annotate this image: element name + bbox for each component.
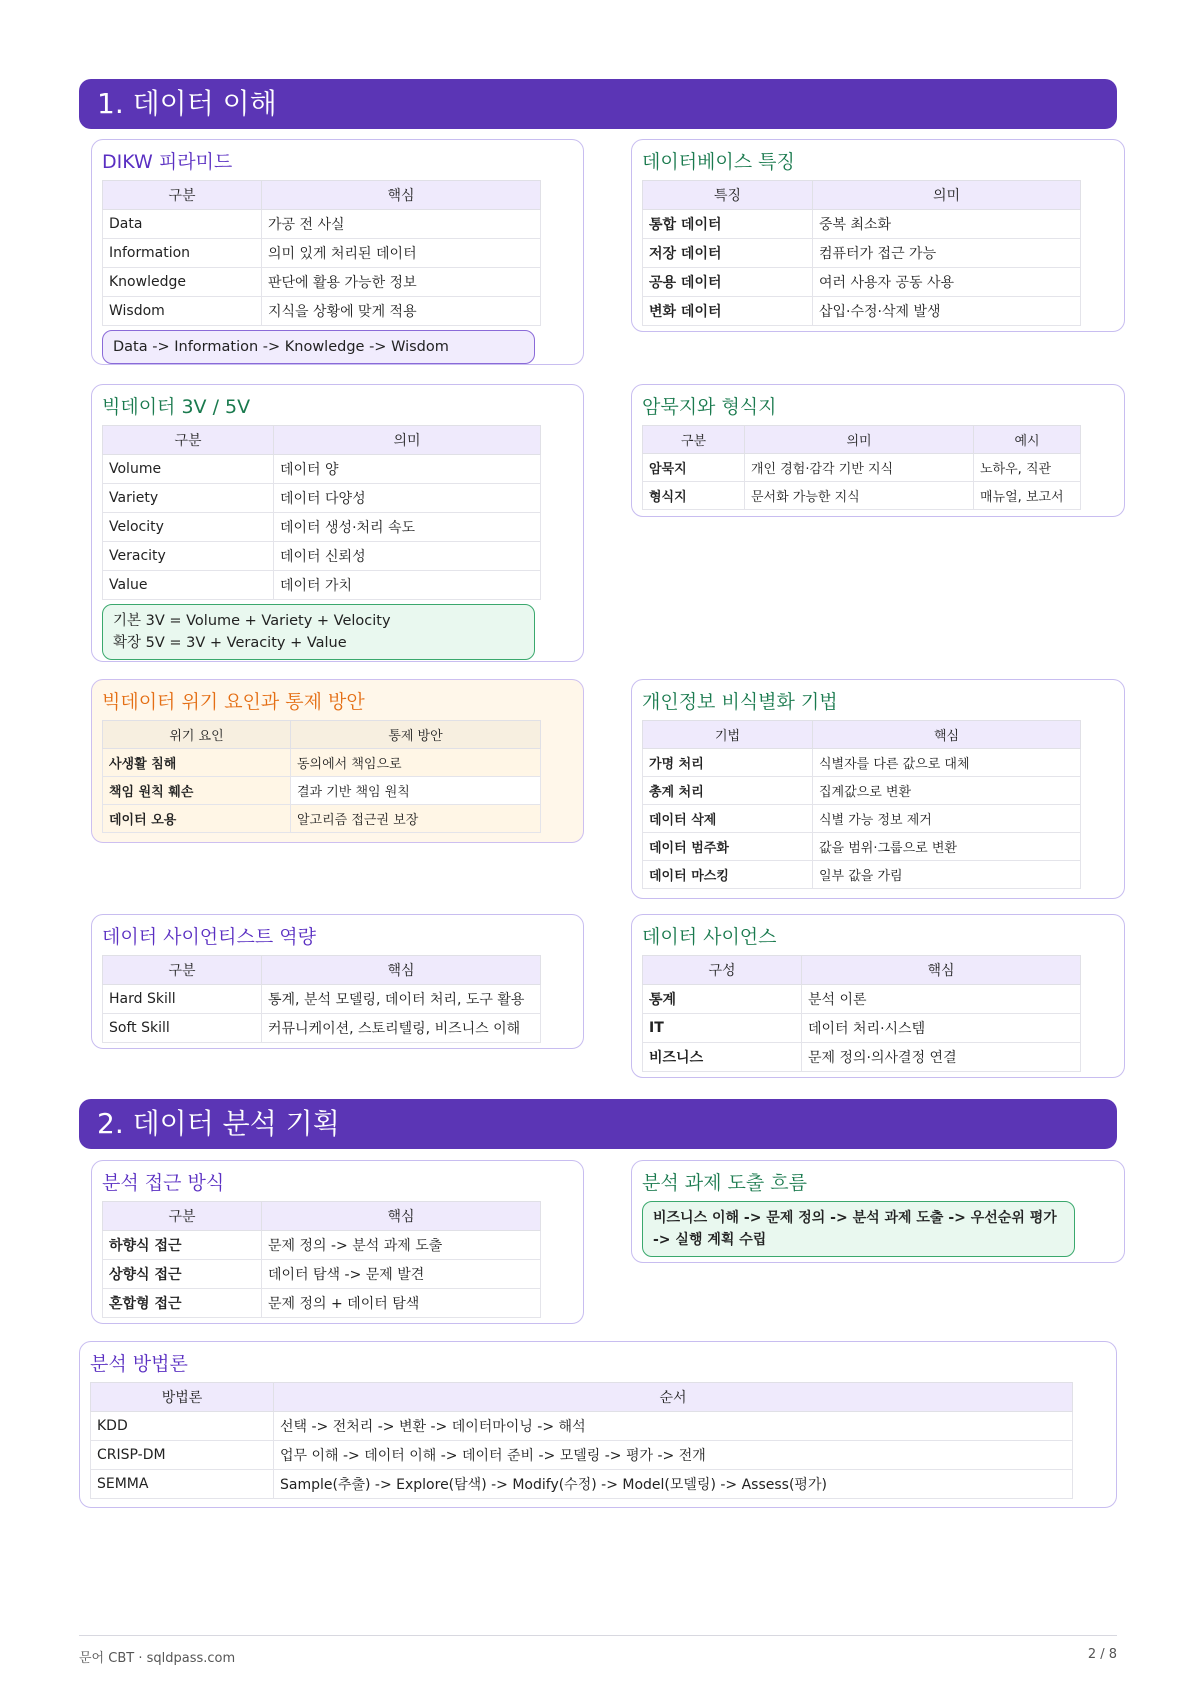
cell: 값을 범위·그룹으로 변환	[813, 833, 1081, 861]
table-row	[103, 1260, 541, 1289]
table-row	[643, 297, 1081, 326]
note-line: 비즈니스 이해 -> 문제 정의 -> 분석 과제 도출 -> 우선순위 평가	[653, 1210, 1057, 1226]
cell: 업무 이해 -> 데이터 이해 -> 데이터 준비 -> 모델링 -> 평가 -> 전개	[274, 1441, 1073, 1470]
table-row	[103, 985, 541, 1014]
cell: Value	[103, 571, 274, 600]
cell: Data	[103, 210, 262, 239]
col-header: 구분	[643, 426, 745, 454]
bigdata-table	[102, 425, 541, 600]
cell: IT	[643, 1014, 802, 1043]
cell: 데이터 오용	[103, 805, 291, 833]
dikw-note: Data -> Information -> Knowledge -> Wisdom	[102, 330, 535, 364]
table-row	[643, 210, 1081, 239]
cell: 지식을 상황에 맞게 적용	[262, 297, 541, 326]
cell: 데이터 다양성	[274, 484, 541, 513]
footer-site: 문어 CBT · sqldpass.com	[79, 1651, 236, 1666]
cell: 일부 값을 가림	[813, 861, 1081, 889]
col-header: 구분	[103, 426, 274, 455]
risk-card	[91, 679, 584, 843]
table-row	[103, 513, 541, 542]
col-header: 핵심	[262, 956, 541, 985]
col-header: 구성	[643, 956, 802, 985]
table-row	[103, 1289, 541, 1318]
table-row	[103, 268, 541, 297]
cell: 암묵지	[643, 454, 745, 482]
cell: 데이터 삭제	[643, 805, 813, 833]
card-title: 분석 과제 도출 흐름	[642, 1172, 807, 1194]
cell: 데이터 처리·시스템	[802, 1014, 1081, 1043]
page-number: 2 / 8	[1087, 1647, 1117, 1662]
cell: 가공 전 사실	[262, 210, 541, 239]
bigdata-card	[91, 384, 584, 662]
privacy-card	[631, 679, 1125, 899]
cell: 알고리즘 접근권 보장	[291, 805, 541, 833]
cell: Variety	[103, 484, 274, 513]
cell: 커뮤니케이션, 스토리텔링, 비즈니스 이해	[262, 1014, 541, 1043]
cell: 문제 정의·의사결정 연결	[802, 1043, 1081, 1072]
science-table	[642, 955, 1081, 1072]
card-title: 암묵지와 형식지	[642, 396, 777, 418]
cell: 데이터 마스킹	[643, 861, 813, 889]
dikw-card	[91, 139, 584, 365]
card-title: 데이터 사이언스	[642, 926, 777, 948]
cell: 하향식 접근	[103, 1231, 262, 1260]
cell: KDD	[91, 1412, 274, 1441]
tacit-card	[631, 384, 1125, 517]
table-row	[103, 239, 541, 268]
col-header: 기법	[643, 721, 813, 749]
cell: 문서화 가능한 지식	[745, 482, 974, 510]
cell: 변화 데이터	[643, 297, 813, 326]
cell: Volume	[103, 455, 274, 484]
cell: 총계 처리	[643, 777, 813, 805]
table-row	[643, 985, 1081, 1014]
cell: 식별자를 다른 값으로 대체	[813, 749, 1081, 777]
cell: 중복 최소화	[813, 210, 1081, 239]
card-title: 빅데이터 위기 요인과 통제 방안	[102, 691, 365, 713]
table-row	[103, 749, 541, 777]
col-header: 예시	[974, 426, 1081, 454]
table-row	[91, 1470, 1073, 1499]
cell: 매뉴얼, 보고서	[974, 482, 1081, 510]
cell: Soft Skill	[103, 1014, 262, 1043]
cell: 선택 -> 전처리 -> 변환 -> 데이터마이닝 -> 해석	[274, 1412, 1073, 1441]
cell: 비즈니스	[643, 1043, 802, 1072]
db-card	[631, 139, 1125, 332]
cell: Knowledge	[103, 268, 262, 297]
cell: 혼합형 접근	[103, 1289, 262, 1318]
table-row	[643, 268, 1081, 297]
note-line: -> 실행 계획 수립	[653, 1232, 767, 1248]
science-card	[631, 914, 1125, 1078]
note-line: 확장 5V = 3V + Veracity + Value	[113, 635, 347, 651]
cell: CRISP-DM	[91, 1441, 274, 1470]
cell: 형식지	[643, 482, 745, 510]
cell: Information	[103, 239, 262, 268]
cell: Hard Skill	[103, 985, 262, 1014]
card-title: 데이터베이스 특징	[642, 151, 795, 173]
col-header: 구분	[103, 181, 262, 210]
bigdata-note	[102, 604, 535, 660]
table-row	[643, 805, 1081, 833]
col-header: 의미	[813, 181, 1081, 210]
cell: 컴퓨터가 접근 가능	[813, 239, 1081, 268]
col-header: 핵심	[813, 721, 1081, 749]
card-title: 분석 방법론	[90, 1353, 188, 1375]
cell: Veracity	[103, 542, 274, 571]
table-row	[103, 571, 541, 600]
cell: 문제 정의 + 데이터 탐색	[262, 1289, 541, 1318]
cell: 개인 경험·감각 기반 지식	[745, 454, 974, 482]
cell: 동의에서 책임으로	[291, 749, 541, 777]
cell: 데이터 범주화	[643, 833, 813, 861]
table-row	[643, 482, 1081, 510]
cell: 판단에 활용 가능한 정보	[262, 268, 541, 297]
cell: 식별 가능 정보 제거	[813, 805, 1081, 833]
table-row	[103, 777, 541, 805]
method-card	[79, 1341, 1117, 1508]
section-2-banner: 2. 데이터 분석 기획	[79, 1099, 1117, 1149]
table-row	[643, 1043, 1081, 1072]
col-header: 핵심	[262, 181, 541, 210]
cell: 데이터 가치	[274, 571, 541, 600]
cell: SEMMA	[91, 1470, 274, 1499]
cell: Sample(추출) -> Explore(탐색) -> Modify(수정) -> Model(모델링) -> Assess(평가)	[274, 1470, 1073, 1499]
col-header: 순서	[274, 1383, 1073, 1412]
col-header: 구분	[103, 956, 262, 985]
col-header: 통제 방안	[291, 721, 541, 749]
card-title: 빅데이터 3V / 5V	[102, 396, 251, 418]
table-row	[103, 1014, 541, 1043]
db-table	[642, 180, 1081, 326]
note-line: 기본 3V = Volume + Variety + Velocity	[113, 613, 391, 629]
cell: 공용 데이터	[643, 268, 813, 297]
flow-note	[642, 1201, 1075, 1257]
cell: 의미 있게 처리된 데이터	[262, 239, 541, 268]
cell: 결과 기반 책임 원칙	[291, 777, 541, 805]
cell: 데이터 생성·처리 속도	[274, 513, 541, 542]
table-row	[103, 542, 541, 571]
table-row	[91, 1412, 1073, 1441]
cell: 데이터 양	[274, 455, 541, 484]
table-row	[643, 861, 1081, 889]
approach-card	[91, 1160, 584, 1324]
flow-card	[631, 1160, 1125, 1263]
col-header: 특징	[643, 181, 813, 210]
table-row	[643, 454, 1081, 482]
cell: Velocity	[103, 513, 274, 542]
table-row	[103, 210, 541, 239]
risk-table	[102, 720, 541, 833]
scientist-table	[102, 955, 541, 1043]
cell: 여러 사용자 공동 사용	[813, 268, 1081, 297]
table-row	[103, 455, 541, 484]
col-header: 위기 요인	[103, 721, 291, 749]
cell: 가명 처리	[643, 749, 813, 777]
table-row	[643, 1014, 1081, 1043]
card-title: 분석 접근 방식	[102, 1172, 225, 1194]
cell: 삽입·수정·삭제 발생	[813, 297, 1081, 326]
cell: 분석 이론	[802, 985, 1081, 1014]
approach-table	[102, 1201, 541, 1318]
table-row	[643, 777, 1081, 805]
cell: 책임 원칙 훼손	[103, 777, 291, 805]
cell: 데이터 탐색 -> 문제 발견	[262, 1260, 541, 1289]
privacy-table	[642, 720, 1081, 889]
table-row	[643, 749, 1081, 777]
cell: 데이터 신뢰성	[274, 542, 541, 571]
col-header: 의미	[745, 426, 974, 454]
card-title: 데이터 사이언티스트 역량	[102, 926, 316, 948]
footer-divider	[79, 1635, 1117, 1636]
table-row	[103, 805, 541, 833]
method-table	[90, 1382, 1073, 1499]
cell: 문제 정의 -> 분석 과제 도출	[262, 1231, 541, 1260]
cell: 상향식 접근	[103, 1260, 262, 1289]
col-header: 방법론	[91, 1383, 274, 1412]
section-1-banner: 1. 데이터 이해	[79, 79, 1117, 129]
cell: 통계, 분석 모델링, 데이터 처리, 도구 활용	[262, 985, 541, 1014]
table-row	[103, 297, 541, 326]
cell: Wisdom	[103, 297, 262, 326]
dikw-table	[102, 180, 541, 326]
scientist-card	[91, 914, 584, 1049]
cell: 노하우, 직관	[974, 454, 1081, 482]
cell: 통계	[643, 985, 802, 1014]
cell: 집계값으로 변환	[813, 777, 1081, 805]
col-header: 핵심	[802, 956, 1081, 985]
cell: 저장 데이터	[643, 239, 813, 268]
tacit-table	[642, 425, 1081, 510]
card-title: 개인정보 비식별화 기법	[642, 691, 838, 713]
card-title: DIKW 피라미드	[102, 151, 233, 173]
cell: 사생활 침해	[103, 749, 291, 777]
table-row	[643, 239, 1081, 268]
col-header: 핵심	[262, 1202, 541, 1231]
cell: 통합 데이터	[643, 210, 813, 239]
table-row	[103, 484, 541, 513]
table-row	[103, 1231, 541, 1260]
table-row	[91, 1441, 1073, 1470]
col-header: 의미	[274, 426, 541, 455]
col-header: 구분	[103, 1202, 262, 1231]
table-row	[643, 833, 1081, 861]
